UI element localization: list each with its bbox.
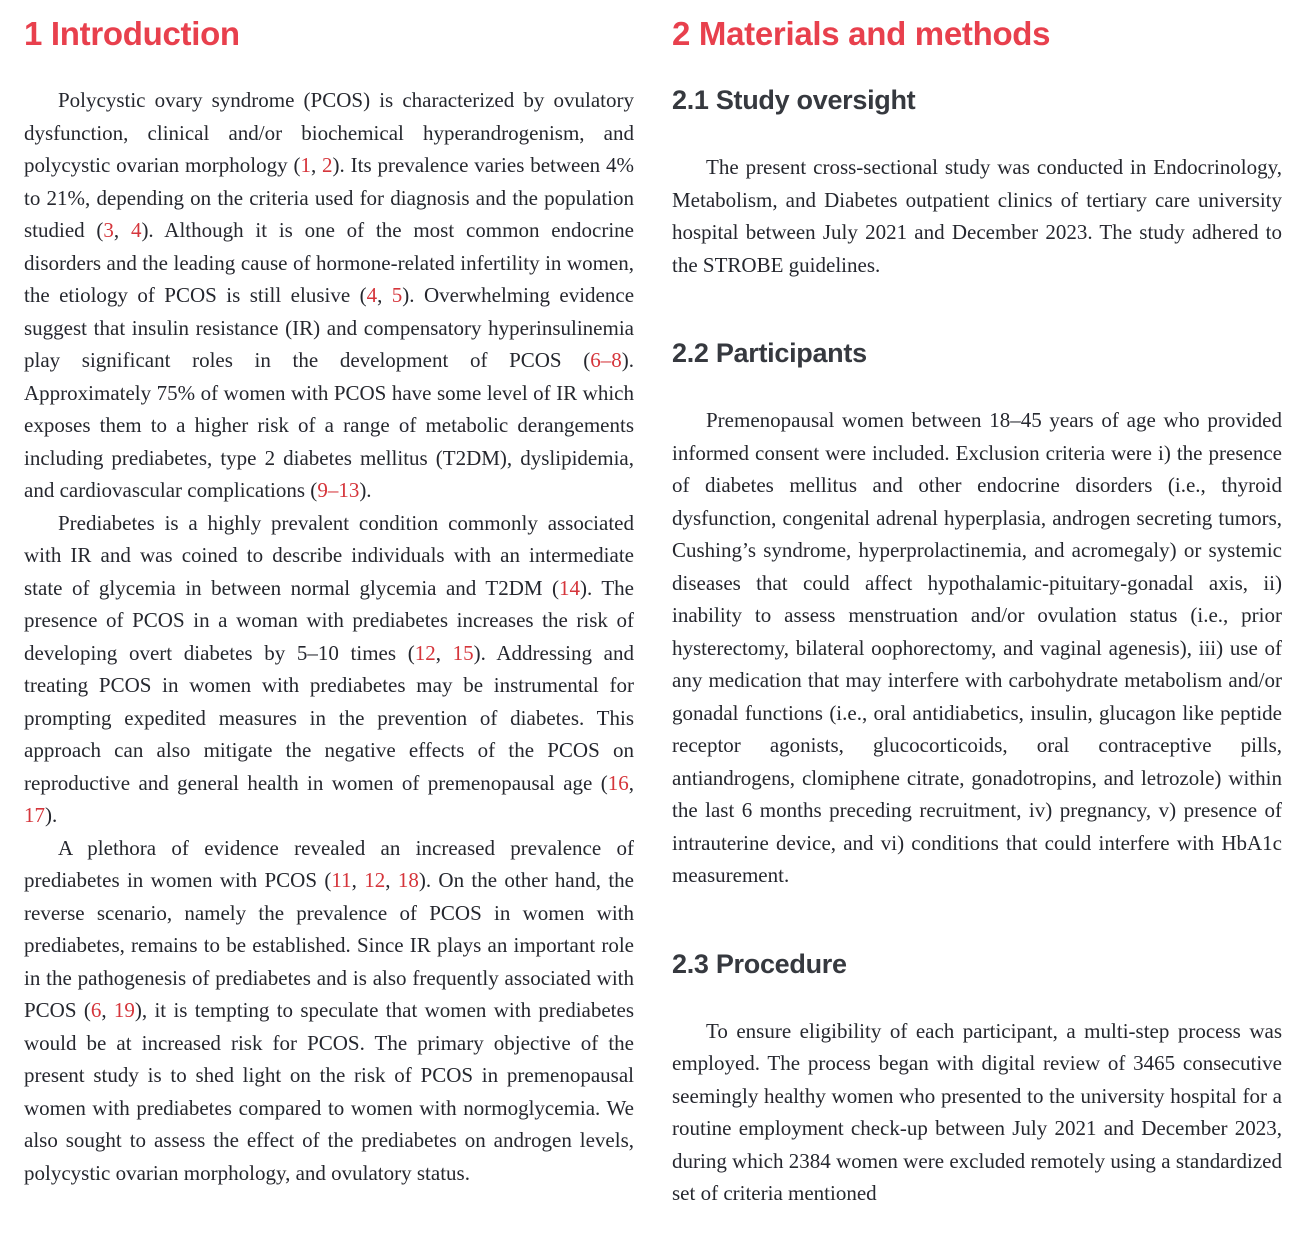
paragraph-participants: Premenopausal women between 18–45 years of age who provided informed consent were included. Exclusion criteria were i) the presence of diabetes mellitus and other endocrine disorders (i.e., thyroid dysfunction, congenital adrenal hyperplasia, androgen secreting tumors, Cushing’s syndrome, hyperprolactinemia, and acromegaly) or systemic diseases that could affect hypothalamic-pituitary-gonadal axis, ii) inability to assess menstruation and/or ovulation status (i.e., prior hysterectomy, bilateral oophorectomy, and vaginal agenesis), iii) use of any medication that may interfere with carbohydrate metabolism and/or gonadal functions (i.e., oral antidiabetics, insulin, glucagon like peptide receptor agonists, glucocorticoids, oral contraceptive pills, antiandrogens, clomiphene citrate, gonadotropins, and letrozole) within the last 6 months preceding recruitment, iv) pregnancy, v) presence of intrauterine device, and vi) conditions that could interfere with HbA1c measurement.: [672, 408, 1282, 887]
left-column: [24, 14, 634, 1235]
citation-link[interactable]: 6–8: [590, 348, 622, 372]
right-column: [672, 14, 1282, 1235]
section-heading-introduction: 1 Introduction: [24, 15, 240, 52]
citation-link[interactable]: 19: [113, 998, 135, 1022]
citation-link[interactable]: 4: [130, 218, 142, 242]
citation-link[interactable]: 11: [331, 868, 352, 892]
citation-link[interactable]: 17: [24, 803, 45, 827]
paragraph-study-oversight: The present cross-sectional study was conducted in Endocrinology, Metabolism, and Diabetes outpatient clinics of tertiary care university hospital between July 2021 and December 2023. The study adhered to the STROBE guidelines.: [672, 155, 1282, 277]
citation-link[interactable]: 4: [366, 283, 378, 307]
citation-link[interactable]: 14: [559, 575, 581, 600]
subsection-heading-participants: 2.2 Participants: [672, 338, 867, 368]
citation-link[interactable]: 9–13: [317, 478, 360, 502]
paragraph-intro-1: Polycystic ovary syndrome (PCOS) is characterized by ovulatory dysfunction, clinical and/or biochemical hyperandrogenism, and polycystic ovarian morphology (1, 2). Its prevalence varies between 4% to 21%, depending on the criteria used for diagnosis and the population studied (3, 4). Although it is one of the most common endocrine disorders and the leading cause of hormone-related infertility in women, the etiology of PCOS is still elusive (4, 5). Overwhelming evidence suggest that insulin resistance (IR) and compensatory hyperinsulinemia play significant roles in the development of PCOS (6–8). Approximately 75% of women with PCOS have some level of IR which exposes them to a higher risk of a range of metabolic derangements including prediabetes, type 2 diabetes mellitus (T2DM), dyslipidemia, and cardiovascular complications (9–13).: [24, 88, 635, 502]
citation-link[interactable]: 5: [391, 283, 403, 307]
citation-link[interactable]: 3: [103, 218, 114, 242]
paragraph-procedure: To ensure eligibility of each participant, a multi-step process was employed. The process began with digital review of 3465 consecutive seemingly healthy women who presented to the university hospital for a routine employment check-up between July 2021 and December 2023, during which 2384 women were excluded remotely using a standardized set of criteria mentioned: [672, 1018, 1282, 1205]
subsection-heading-procedure: 2.3 Procedure: [672, 948, 847, 979]
citation-link[interactable]: 18: [397, 868, 419, 892]
citation-link[interactable]: 12: [414, 640, 436, 665]
paragraph-intro-2: Prediabetes is a highly prevalent condition commonly associated with IR and was coined to describe individuals with an intermediate state of glycemia in between normal glycemia and T2DM (14). The presence of PCOS in a woman with prediabetes increases the risk of developing overt diabetes by 5–10 times (12, 15). Addressing and treating PCOS in women with prediabetes may be instrumental for prompting expedited measures in the prevention of diabetes. This approach can also mitigate the negative effects of the PCOS on reproductive and general health in women of premenopausal age (16, 17).: [24, 510, 634, 827]
citation-link[interactable]: 12: [364, 868, 386, 892]
subsection-heading-study-oversight: 2.1 Study oversight: [672, 85, 916, 115]
citation-link[interactable]: 15: [452, 640, 474, 665]
citation-link[interactable]: 16: [607, 770, 629, 795]
citation-link[interactable]: 2: [322, 153, 333, 177]
citation-link[interactable]: 6: [90, 998, 102, 1022]
section-heading-materials-methods: 2 Materials and methods: [672, 15, 1051, 52]
citation-link[interactable]: 1: [300, 153, 311, 177]
paragraph-intro-3: A plethora of evidence revealed an increased prevalence of prediabetes in women with PCOS (11, 12, 18). On the other hand, the reverse scenario, namely the prevalence of PCOS in women with prediabetes, remains to be established. Since IR plays an important role in the pathogenesis of prediabetes and is also frequently associated with PCOS (6, 19), it is tempting to speculate that women with prediabetes would be at increased risk for PCOS. The primary objective of the present study is to shed light on the risk of PCOS in premenopausal women with prediabetes compared to women with normoglycemia. We also sought to assess the effect of the prediabetes on androgen levels, polycystic ovarian morphology, and ovulatory status.: [24, 835, 635, 1185]
